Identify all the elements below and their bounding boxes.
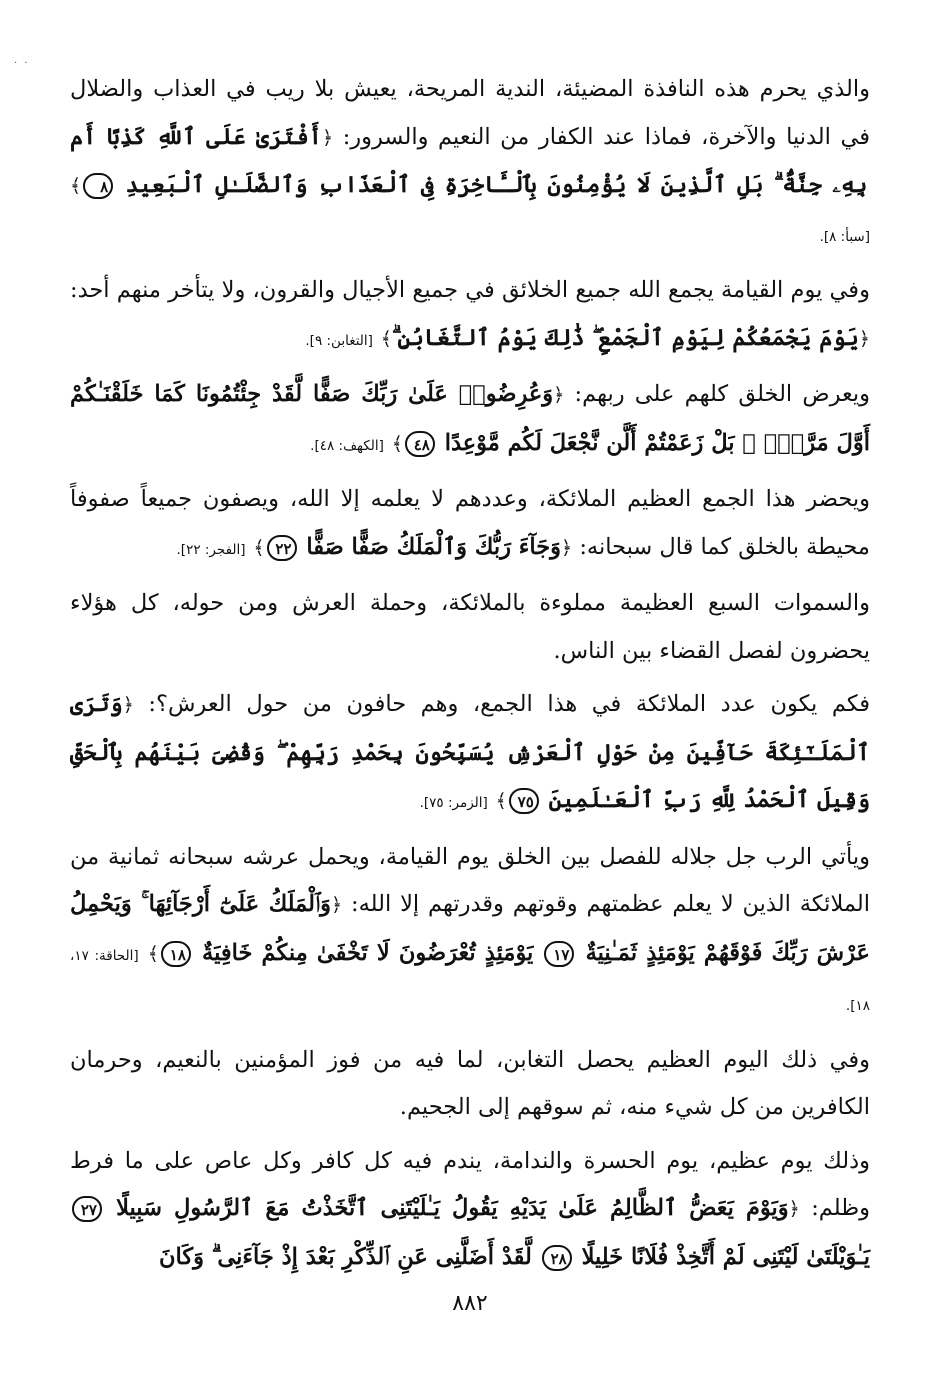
prose-text: فكم يكون عدد الملائكة في هذا الجمع، وهم حافون من حول العرش؟:	[133, 691, 870, 717]
ornate-bracket-close: ﴾	[253, 536, 265, 559]
ornate-bracket-close: ﴾	[380, 327, 392, 350]
ornate-bracket-open: ﴿	[788, 1198, 800, 1220]
verse-text: وَجَآءَ رَبُّكَ وَٱلْمَلَكُ صَفًّا صَفًّا	[306, 533, 562, 560]
verse-text: وَعُرِضُوا۟ عَلَىٰ رَبِّكَ صَفًّا لَّقَدْ جِئْتُمُونَا كَمَا خَلَقْنَـٰكُمْ أَوَّلَ مَرَّةٍۭ ۚ بَلْ زَعَمْتُمْ أَلَّن نَّجْعَلَ لَكُم مَّوْعِدًا	[70, 381, 870, 456]
ayah-number-marker: ١٧	[544, 941, 574, 967]
prose-text: وفي ذلك اليوم العظيم يحصل التغابن، لما فيه من فوز المؤمنين بالنعيم، وحرمان الكافرين من كل شيء منه، ثم سوقهم إلى الجحيم.	[70, 1046, 870, 1120]
paragraph-5	[70, 580, 870, 675]
verse-text: يَوْمَ يَجْمَعُكُمْ لِيَوْمِ ٱلْجَمْعِ ۖ ذَٰلِكَ يَوْمُ ٱلتَّغَابُنِ ۗ	[391, 324, 859, 351]
prose-text: ويأتي الرب جل جلاله للفصل بين الخلق يوم القيامة، ويحمل عرشه سبحانه ثمانية من الملائكة الذين لا يعلم عظمتهم وقوتهم وقدرتهم إلا الله:	[70, 843, 870, 917]
verse-text: وَيَوْمَ يَعَضُّ ٱلظَّالِمُ عَلَىٰ يَدَيْهِ يَقُولُ يَـٰلَيْتَنِى ٱتَّخَذْتُ مَعَ ٱلرَّسُولِ سَبِيلًا	[116, 1195, 789, 1221]
ornate-bracket-close: ﴾	[70, 175, 82, 197]
ornate-bracket-close: ﴾	[495, 790, 507, 812]
paragraph-7	[70, 834, 870, 1031]
ornate-bracket-open: ﴿	[330, 894, 343, 916]
paragraph-6	[70, 681, 870, 828]
paragraph-4	[70, 476, 870, 574]
paragraph-8	[70, 1037, 870, 1132]
scan-mark: · ·	[14, 58, 30, 69]
page-number: ٨٨٢	[452, 1291, 488, 1316]
page-body	[70, 66, 870, 1287]
verse-text: يَوْمَئِذٍ تُعْرَضُونَ لَا تَخْفَىٰ مِنكُمْ خَافِيَةٌ	[202, 939, 534, 966]
paragraph-9	[70, 1138, 870, 1282]
verse-reference: [الكهف: ٤٨].	[310, 437, 384, 454]
ornate-bracket-open: ﴿	[561, 536, 573, 559]
ornate-bracket-close: ﴾	[147, 942, 159, 965]
ayah-number-marker: ٧٥	[509, 788, 539, 814]
ornate-bracket-close: ﴾	[391, 432, 403, 455]
paragraph-2	[70, 267, 870, 365]
quran-verse	[70, 1195, 870, 1270]
verse-reference: [التغابن: ٩].	[305, 332, 373, 349]
verse-text: وَتَرَى ٱلْمَلَـٰٓئِكَةَ حَآفِّينَ مِنْ حَوْلِ ٱلْعَرْشِ يُسَبِّحُونَ بِحَمْدِ رَبِّهِمْ ۖ وَقُضِىَ بَيْنَهُم بِٱلْحَقِّ وَقِيلَ ٱلْحَمْدُ لِلَّهِ رَبِّ ٱلْعَـٰلَمِينَ	[70, 691, 870, 813]
verse-text: أَفْتَرَىٰ عَلَى ٱللَّهِ كَذِبًا أَم بِهِۦ جِنَّةٌۢ ۗ بَلِ ٱلَّذِينَ لَا يُؤْمِنُونَ بِٱلْـَٔاخِرَةِ فِى ٱلْعَذَابِ وَٱلضَّلَـٰلِ ٱلْبَعِيدِ	[70, 123, 868, 198]
ayah-number-marker: ٢٢	[267, 535, 297, 561]
ayah-number-marker: ٢٨	[542, 1245, 572, 1271]
prose-text: وذلك يوم عظيم، يوم الحسرة والندامة، يندم فيه كل كافر وكل عاص على ما فرط وظلم:	[70, 1147, 870, 1221]
prose-text: ويحضر هذا الجمع العظيم الملائكة، وعددهم لا يعلمه إلا الله، ويصفون جميعاً صفوفاً محيطة بالخلق كما قال سبحانه:	[70, 486, 870, 560]
prose-text: وفي يوم القيامة يجمع الله جميع الخلائق في جميع الأجيال والقرون، ولا يتأخر منهم أحد:	[70, 277, 870, 303]
quran-verse	[373, 325, 870, 351]
prose-text: والذي يحرم هذه النافذة المضيئة، الندية المريحة، يعيش بلا ريب في العذاب والضلال في الدنيا والآخرة، فماذا عند الكفار من النعيم والسرور:	[70, 76, 870, 150]
prose-text: والسموات السبع العظيمة مملوءة بالملائكة، وحملة العرش ومن حوله، كل هؤلاء يحضرون لفصل القضاء بين الناس.	[70, 590, 870, 664]
verse-text: لَّقَدْ أَضَلَّنِى عَنِ ٱلذِّكْرِ بَعْدَ إِذْ جَآءَنِى ۗ وَكَانَ	[159, 1243, 532, 1270]
verse-reference: [الزمر: ٧٥].	[419, 795, 488, 811]
ornate-bracket-open: ﴿	[122, 694, 134, 716]
ayah-number-marker: ٢٧	[72, 1196, 102, 1222]
paragraph-3	[70, 371, 870, 470]
ornate-bracket-open: ﴿	[321, 126, 334, 149]
verse-text: وَٱلْمَلَكُ عَلَىٰٓ أَرْجَآئِهَا ۚ وَيَحْمِلُ عَرْشَ رَبِّكَ فَوْقَهُمْ يَوْمَئِذٍ ثَمَـٰنِيَةٌ	[70, 891, 870, 966]
ornate-bracket-open: ﴿	[858, 327, 870, 350]
verse-reference: [سبأ: ٨].	[819, 228, 870, 245]
prose-text: ويعرض الخلق كلهم على ربهم:	[564, 381, 870, 407]
paragraph-1	[70, 66, 870, 261]
ayah-number-marker: ٤٨	[405, 431, 435, 457]
quran-verse	[246, 534, 573, 560]
ayah-number-marker: ٨	[83, 173, 113, 199]
ornate-bracket-open: ﴿	[553, 384, 565, 406]
ayah-number-marker: ١٨	[161, 941, 191, 967]
verse-reference: [الفجر: ٢٢].	[176, 541, 246, 558]
verse-text: يَـٰوَيْلَتَىٰ لَيْتَنِى لَمْ أَتَّخِذْ فُلَانًا خَلِيلًا	[581, 1243, 870, 1270]
verse-reference: [الحاقة: ١٧، ١٨].	[70, 947, 870, 1014]
